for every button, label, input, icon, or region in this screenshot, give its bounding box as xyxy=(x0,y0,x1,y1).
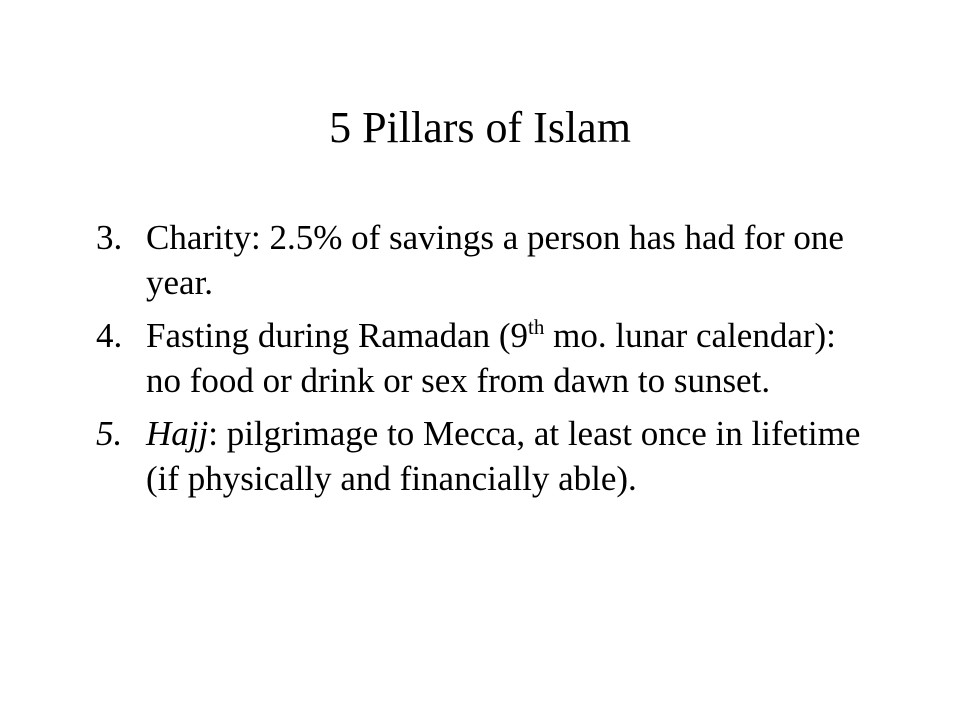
list-item-fasting xyxy=(96,313,876,403)
item-text xyxy=(146,411,876,501)
item-text-after: mo. lunar calendar): no food or drink or sex from dawn to sunset. xyxy=(146,316,836,400)
item-number: 4. xyxy=(96,316,123,355)
item-text-rest: : pilgrimage to Mecca, at least once in lifetime (if physically and financially able). xyxy=(146,414,861,498)
item-text-before: Fasting during Ramadan (9 xyxy=(146,316,529,355)
list-item-hajj xyxy=(96,411,876,501)
slide-title: 5 Pillars of Islam xyxy=(329,103,631,152)
ordinal-superscript: th xyxy=(528,315,545,339)
list-item-charity xyxy=(96,215,876,305)
item-text: Charity: 2.5% of savings a person has had for one year. xyxy=(146,218,844,302)
hajj-term: Hajj xyxy=(146,414,209,453)
item-number: 3. xyxy=(96,218,123,257)
item-text xyxy=(146,313,876,403)
item-number: 5. xyxy=(96,414,123,453)
pillars-list xyxy=(96,215,876,509)
